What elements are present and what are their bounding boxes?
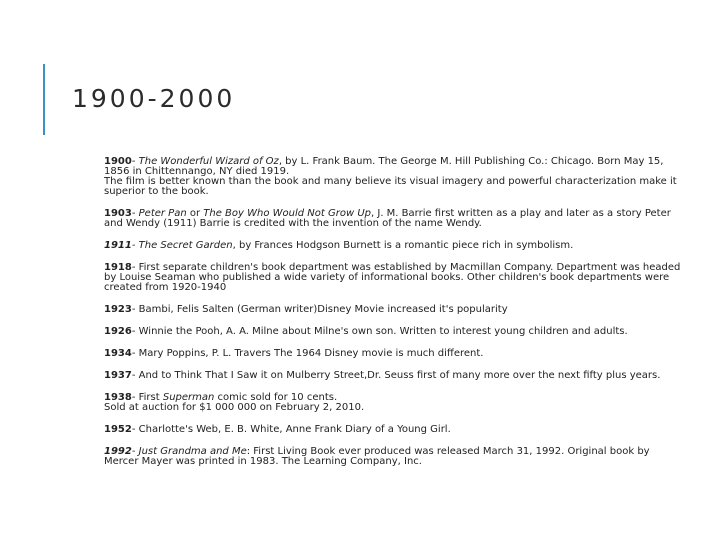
entry-line: Mercer Mayer was printed in 1983. The Learning Company, Inc. — [104, 456, 422, 467]
entry-text: - First separate children's book department was established by Macmillan Company. Department was headed — [131, 262, 681, 273]
entry-line: and Wendy (1911) Barrie is credited with the invention of the name Wendy. — [104, 218, 482, 229]
entry-line: created from 1920-1940 — [104, 282, 227, 293]
timeline-list — [104, 157, 688, 479]
entry-book-title: Superman — [162, 392, 215, 403]
timeline-entry-1937 — [104, 371, 688, 381]
entry-text: - Mary Poppins, P. L. Travers The 1964 Disney movie is much different. — [131, 348, 484, 359]
entry-year: 1992 — [104, 446, 132, 457]
entry-line — [104, 425, 688, 435]
timeline-entry-1934 — [104, 349, 688, 359]
title-accent-bar — [43, 64, 45, 135]
entry-line — [104, 371, 688, 381]
entry-year: 1938 — [104, 392, 132, 403]
entry-text: - First — [131, 392, 163, 403]
entry-year: 1918 — [104, 262, 132, 273]
entry-year: 1903 — [104, 208, 132, 219]
entry-line: by Louise Seaman who published a wide variety of informational books. Other children's book departments were — [104, 272, 670, 283]
timeline-entry-1911 — [104, 241, 688, 251]
entry-text: comic sold for 10 cents. — [214, 392, 338, 403]
timeline-entry-1992 — [104, 447, 688, 467]
timeline-entry-1926 — [104, 327, 688, 337]
entry-line: Sold at auction for $1 000 000 on February 2, 2010. — [104, 402, 365, 413]
timeline-entry-1903 — [104, 209, 688, 229]
entry-text: - — [131, 208, 139, 219]
timeline-entry-1938 — [104, 393, 688, 413]
entry-text: , J. M. Barrie first written as a play and later as a story Peter — [371, 208, 671, 219]
entry-text: or — [186, 208, 204, 219]
entry-year: 1911 — [104, 240, 132, 251]
entry-line: The film is better known than the book and many believe its visual imagery and powerful characterization make it — [104, 176, 677, 187]
entry-text: - And to Think That I Saw it on Mulberry Street,Dr. Seuss first of many more over the next fifty plus years. — [131, 370, 661, 381]
entry-book-title: Just Grandma and Me — [138, 446, 247, 457]
entry-book-title: Peter Pan — [138, 208, 187, 219]
entry-text: - Winnie the Pooh, A. A. Milne about Milne's own son. Written to interest young children and adults. — [131, 326, 628, 337]
timeline-entry-1918 — [104, 263, 688, 293]
entry-text: - — [131, 156, 139, 167]
entry-text: - — [131, 240, 139, 251]
entry-text: , by L. Frank Baum. The George M. Hill Publishing Co.: Chicago. Born May 15, — [278, 156, 664, 167]
entry-text: - Charlotte's Web, E. B. White, Anne Frank Diary of a Young Girl. — [131, 424, 451, 435]
timeline-entry-1952 — [104, 425, 688, 435]
entry-year: 1952 — [104, 424, 132, 435]
entry-text: , by Frances Hodgson Burnett is a romantic piece rich in symbolism. — [232, 240, 574, 251]
entry-book-title: The Secret Garden — [138, 240, 233, 251]
entry-year: 1923 — [104, 304, 132, 315]
entry-line — [104, 305, 688, 315]
timeline-entry-1923 — [104, 305, 688, 315]
entry-line — [104, 349, 688, 359]
entry-year: 1926 — [104, 326, 132, 337]
entry-year: 1900 — [104, 156, 132, 167]
entry-book-title: The Boy Who Would Not Grow Up — [203, 208, 372, 219]
entry-line — [104, 327, 688, 337]
entry-line: superior to the book. — [104, 186, 209, 197]
entry-book-title: The Wonderful Wizard of Oz — [138, 156, 279, 167]
entry-text: - Bambi, Felis Salten (German writer)Disney Movie increased it's popularity — [131, 304, 508, 315]
entry-text: : First Living Book ever produced was released March 31, 1992. Original book by — [246, 446, 650, 457]
entry-text: - — [131, 446, 139, 457]
entry-line — [104, 241, 688, 251]
entry-year: 1937 — [104, 370, 132, 381]
entry-line: 1856 in Chittennango, NY died 1919. — [104, 166, 290, 177]
timeline-entry-1900 — [104, 157, 688, 197]
entry-year: 1934 — [104, 348, 132, 359]
slide-title: 1900-2000 — [72, 84, 236, 113]
